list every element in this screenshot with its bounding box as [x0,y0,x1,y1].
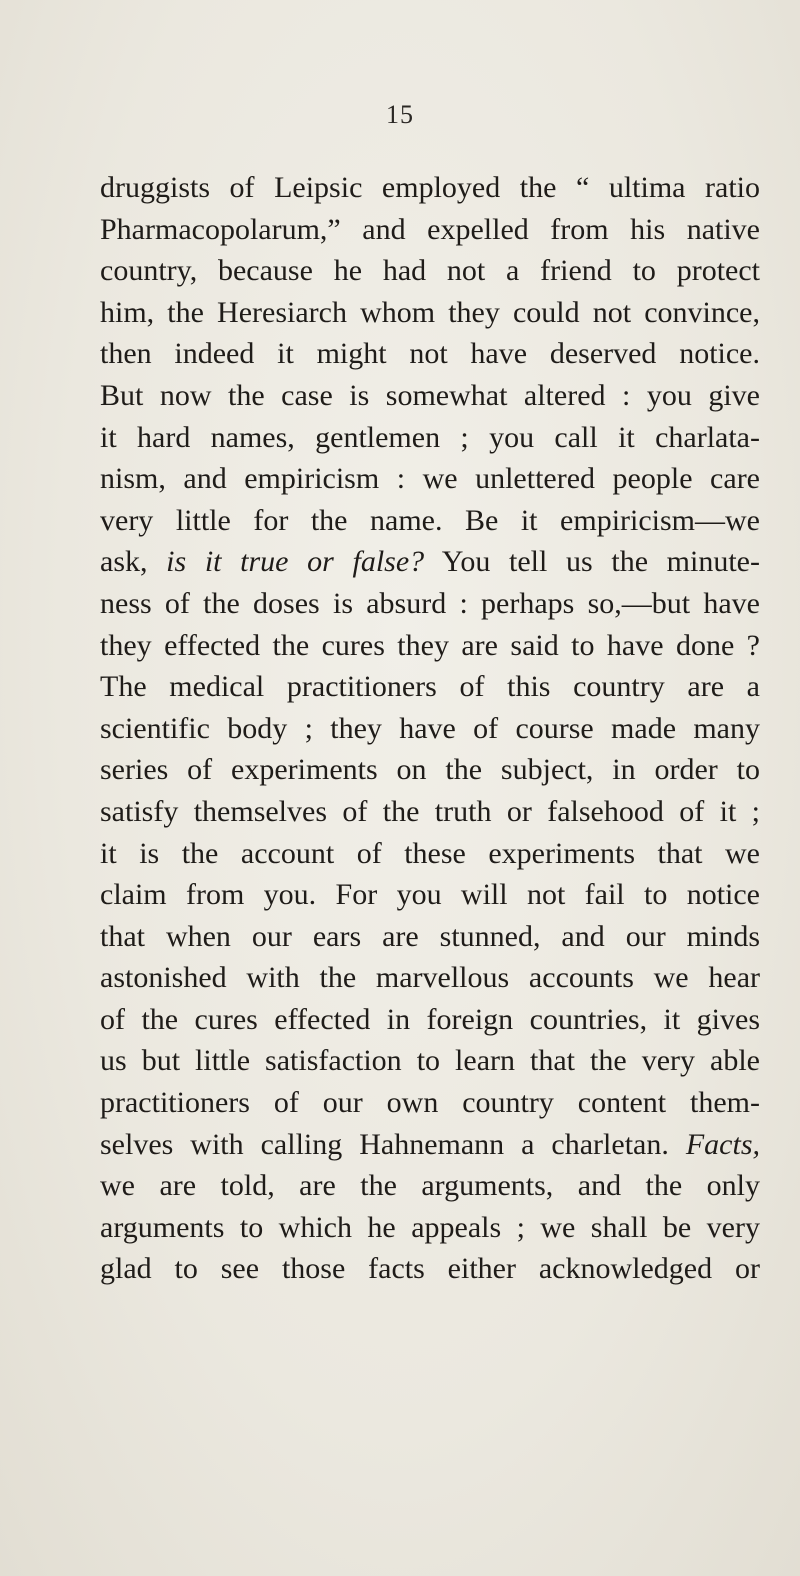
text-line [100,957,760,999]
text-segment: arguments to which he appeals ; we shall be very [100,1210,760,1244]
text-line [100,833,760,875]
text-segment: they effected the cures they are said to have done ? [100,628,760,662]
text-line [100,1040,760,1082]
italic-text: is it true or false? [166,545,425,579]
text-segment: The medical practitioners of this country are a [100,670,760,704]
text-segment: nism, and empiricism : we unlettered people care [100,462,760,496]
text-line [100,625,760,667]
text-segment: of the cures effected in foreign countries, it gives [100,1002,760,1036]
text-line [100,1207,760,1249]
text-line [100,916,760,958]
text-segment: series of experiments on the subject, in order to [100,753,760,787]
text-line [100,791,760,833]
text-segment: that when our ears are stunned, and our minds [100,919,760,953]
text-segment: You tell us the minute- [424,545,760,579]
text-segment: satisfy themselves of the truth or falsehood of it ; [100,794,760,828]
text-segment: druggists of Leipsic employed the “ ultima ratio [100,171,760,204]
text-segment: Pharmacopolarum,” and expelled from his native [100,212,760,246]
text-line [100,1124,760,1166]
text-line [100,458,760,500]
text-line [100,583,760,625]
text-line [100,375,760,417]
text-segment: ness of the doses is absurd : perhaps so,—but have [100,586,760,620]
text-line [100,1248,760,1290]
text-line [100,167,760,209]
text-segment: glad to see those facts either acknowledged or [100,1252,760,1286]
text-line [100,500,760,542]
text-segment: us but little satisfaction to learn that the very able [100,1044,760,1078]
page-number: 15 [386,100,414,129]
text-segment: then indeed it might not have deserved notice. [100,337,760,371]
text-line [100,749,760,791]
text-line [100,209,760,251]
text-line [100,708,760,750]
text-segment: it is the account of these experiments that we [100,836,760,870]
text-segment: country, because he had not a friend to protect [100,254,760,288]
text-line [100,541,760,583]
text-segment: scientific body ; they have of course made many [100,711,760,745]
text-segment: practitioners of our own country content them- [100,1086,760,1120]
text-segment: ask, [100,545,167,579]
text-line [100,874,760,916]
text-segment: astonished with the marvellous accounts we hear [100,961,760,995]
text-line [100,666,760,708]
text-segment: we are told, are the arguments, and the only [100,1169,760,1203]
text-line [100,333,760,375]
text-segment: claim from you. For you will not fail to notice [100,878,760,912]
body-text [100,167,760,1290]
text-segment: it hard names, gentlemen ; you call it charlata- [100,420,760,454]
text-line [100,250,760,292]
text-line [100,1082,760,1124]
text-line [100,999,760,1041]
text-segment: selves with calling Hahnemann a charletan. [100,1127,686,1161]
text-line [100,292,760,334]
text-segment: him, the Heresiarch whom they could not convince, [100,295,760,329]
text-line [100,1165,760,1207]
italic-text: Facts, [685,1127,760,1161]
text-segment: very little for the name. Be it empiricism—we [100,503,760,537]
text-line [100,417,760,459]
text-segment: But now the case is somewhat altered : you give [100,378,760,412]
